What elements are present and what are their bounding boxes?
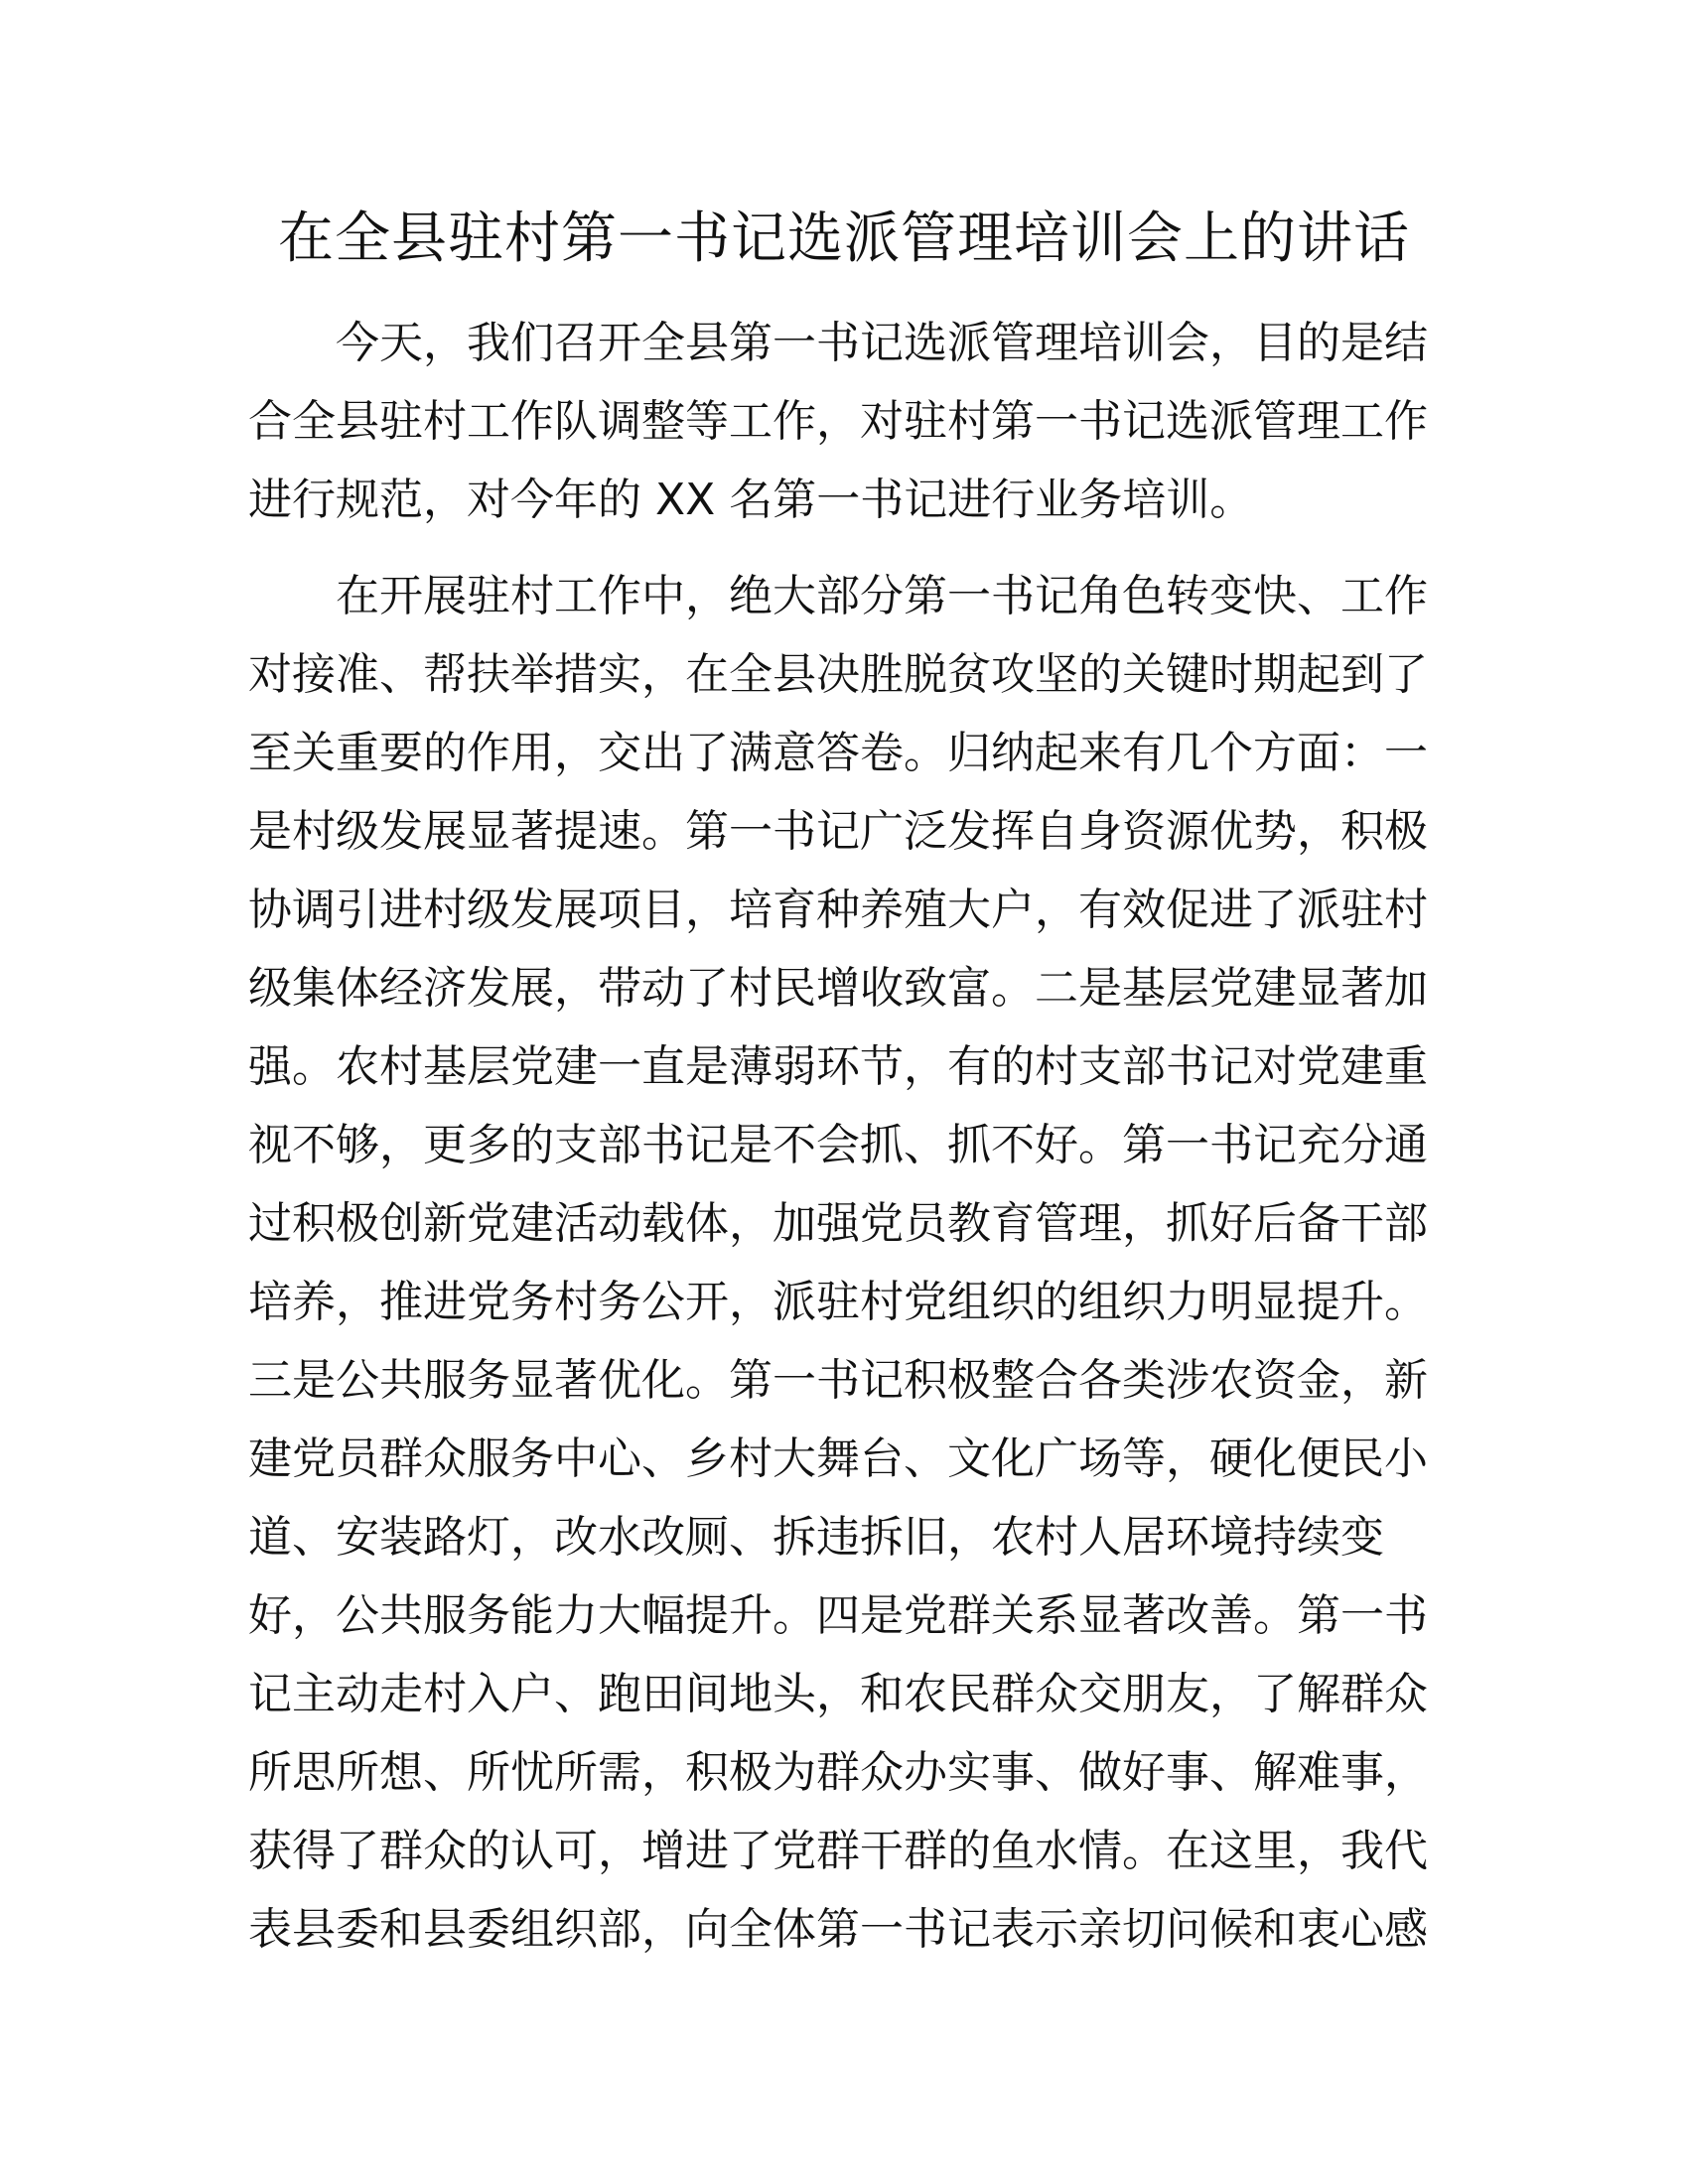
text-line: 合全县驻村工作队调整等工作，对驻村第一书记选派管理工作 [248, 396, 1428, 447]
text-line: 建党员群众服务中心、乡村大舞台、文化广场等，硬化便民小 [248, 1433, 1428, 1484]
text-line: 视不够，更多的支部书记是不会抓、抓不好。第一书记充分通 [248, 1120, 1428, 1170]
text-line: 在开展驻村工作中，绝大部分第一书记角色转变快、工作 [336, 571, 1428, 621]
text-line: 三是公共服务显著优化。第一书记积极整合各类涉农资金，新 [248, 1355, 1428, 1406]
text-line: 协调引进村级发展项目，培育种养殖大户，有效促进了派驻村 [248, 885, 1428, 935]
text-line: 进行规范，对今年的 XX 名第一书记进行业务培训。 [248, 475, 1254, 525]
text-line: 是村级发展显著提速。第一书记广泛发挥自身资源优势，积极 [248, 806, 1428, 857]
text-line: 所思所想、所忧所需，积极为群众办实事、做好事、解难事， [248, 1747, 1428, 1798]
text-line: 表县委和县委组织部，向全体第一书记表示亲切问候和衷心感 [248, 1904, 1428, 1955]
text-line: 级集体经济发展，带动了村民增收致富。二是基层党建显著加 [248, 963, 1428, 1014]
text-line: 获得了群众的认可，增进了党群干群的鱼水情。在这里，我代 [248, 1826, 1428, 1876]
text-line: 好，公共服务能力大幅提升。四是党群关系显著改善。第一书 [248, 1590, 1428, 1641]
text-line: 强。农村基层党建一直是薄弱环节，有的村支部书记对党建重 [248, 1041, 1428, 1092]
text-line: 培养，推进党务村务公开，派驻村党组织的组织力明显提升。 [248, 1277, 1428, 1327]
text-line: 记主动走村入户、跑田间地头，和农民群众交朋友，了解群众 [248, 1669, 1428, 1719]
paragraph-1 [248, 304, 1440, 539]
text-line: 今天，我们召开全县第一书记选派管理培训会，目的是结 [336, 318, 1428, 368]
text-line: 道、安装路灯，改水改厕、拆违拆旧，农村人居环境持续变 [248, 1512, 1384, 1563]
text-line: 过积极创新党建活动载体，加强党员教育管理，抓好后备干部 [248, 1198, 1428, 1249]
text-line: 对接准、帮扶举措实，在全县决胜脱贫攻坚的关键时期起到了 [248, 649, 1428, 700]
document-title: 在全县驻村第一书记选派管理培训会上的讲话 [278, 206, 1410, 271]
text-line: 至关重要的作用，交出了满意答卷。归纳起来有几个方面：一 [248, 728, 1428, 778]
paragraph-2 [248, 557, 1440, 1969]
document-body [248, 304, 1440, 1986]
